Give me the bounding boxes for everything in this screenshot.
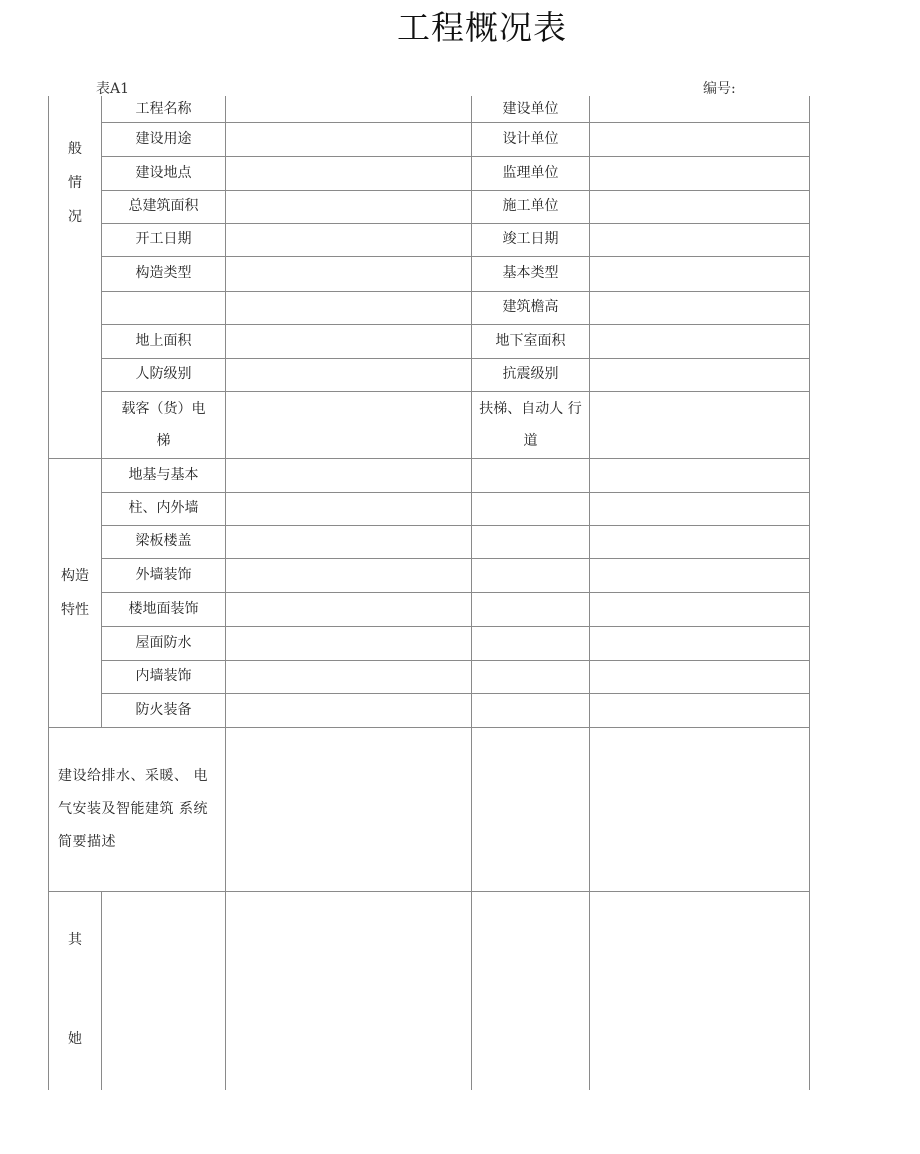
label-beams-slabs: 梁板楼盖 bbox=[102, 525, 226, 558]
label-interior-finish: 内墙装饰 bbox=[102, 660, 226, 693]
input-floor-finish-b[interactable] bbox=[472, 592, 590, 626]
input-eave-height[interactable] bbox=[590, 291, 810, 324]
label-floor-finish: 楼地面装饰 bbox=[102, 592, 226, 626]
label-eave-height: 建筑檐高 bbox=[472, 291, 590, 324]
input-structure-type[interactable] bbox=[226, 256, 472, 291]
label-columns-walls: 柱、内外墙 bbox=[102, 492, 226, 525]
input-basement-area[interactable] bbox=[590, 324, 810, 358]
table-row bbox=[49, 458, 810, 492]
table-row bbox=[49, 891, 810, 1090]
table-row bbox=[49, 693, 810, 727]
table-row bbox=[49, 358, 810, 391]
input-other-b[interactable] bbox=[226, 891, 472, 1090]
input-roof-waterproofing-a[interactable] bbox=[226, 626, 472, 660]
input-completion-date[interactable] bbox=[590, 223, 810, 256]
label-building-use: 建设用途 bbox=[102, 122, 226, 156]
label-civil-defense-level: 人防级别 bbox=[102, 358, 226, 391]
input-supervision-unit[interactable] bbox=[590, 156, 810, 190]
input-other-a[interactable] bbox=[102, 891, 226, 1090]
input-systems-description-c[interactable] bbox=[590, 727, 810, 891]
systems-description-label: 建设给排水、采暖、 电 气安装及智能建筑 系统 简要描述 bbox=[49, 727, 226, 891]
input-design-unit[interactable] bbox=[590, 122, 810, 156]
input-foundation-c[interactable] bbox=[590, 458, 810, 492]
input-interior-finish-c[interactable] bbox=[590, 660, 810, 693]
page-title: 工程概况表 bbox=[397, 8, 567, 47]
table-row bbox=[49, 626, 810, 660]
input-columns-walls-c[interactable] bbox=[590, 492, 810, 525]
other-label: 其 她 bbox=[49, 891, 102, 1090]
input-floor-finish-c[interactable] bbox=[590, 592, 810, 626]
project-overview-table bbox=[48, 96, 810, 1090]
table-row bbox=[49, 558, 810, 592]
input-interior-finish-a[interactable] bbox=[226, 660, 472, 693]
input-construction-unit[interactable] bbox=[590, 96, 810, 122]
label-foundation: 地基与基本 bbox=[102, 458, 226, 492]
label-contractor: 施工单位 bbox=[472, 190, 590, 223]
label-project-name: 工程名称 bbox=[102, 96, 226, 122]
input-roof-waterproofing-c[interactable] bbox=[590, 626, 810, 660]
input-roof-waterproofing-b[interactable] bbox=[472, 626, 590, 660]
input-blank[interactable] bbox=[226, 291, 472, 324]
label-seismic-level: 抗震级别 bbox=[472, 358, 590, 391]
label-structure-type: 构造类型 bbox=[102, 256, 226, 291]
input-contractor[interactable] bbox=[590, 190, 810, 223]
label-start-date: 开工日期 bbox=[102, 223, 226, 256]
input-systems-description-b[interactable] bbox=[472, 727, 590, 891]
label-foundation-type: 基本类型 bbox=[472, 256, 590, 291]
input-foundation-type[interactable] bbox=[590, 256, 810, 291]
table-row bbox=[49, 727, 810, 891]
input-beams-slabs-c[interactable] bbox=[590, 525, 810, 558]
input-other-c[interactable] bbox=[472, 891, 590, 1090]
input-beams-slabs-a[interactable] bbox=[226, 525, 472, 558]
general-group-label: 般 情 况 bbox=[49, 96, 102, 458]
table-row bbox=[49, 492, 810, 525]
input-fire-equipment-b[interactable] bbox=[472, 693, 590, 727]
label-escalator: 扶梯、自动人 行 道 bbox=[472, 391, 590, 458]
table-row bbox=[49, 223, 810, 256]
label-supervision-unit: 监理单位 bbox=[472, 156, 590, 190]
number-label: 编号: bbox=[703, 81, 736, 97]
input-building-use[interactable] bbox=[226, 122, 472, 156]
input-exterior-finish-c[interactable] bbox=[590, 558, 810, 592]
input-exterior-finish-a[interactable] bbox=[226, 558, 472, 592]
input-columns-walls-a[interactable] bbox=[226, 492, 472, 525]
label-fire-equipment: 防火装备 bbox=[102, 693, 226, 727]
table-row bbox=[49, 96, 810, 122]
label-completion-date: 竣工日期 bbox=[472, 223, 590, 256]
input-columns-walls-b[interactable] bbox=[472, 492, 590, 525]
input-start-date[interactable] bbox=[226, 223, 472, 256]
input-above-ground-area[interactable] bbox=[226, 324, 472, 358]
input-exterior-finish-b[interactable] bbox=[472, 558, 590, 592]
input-fire-equipment-a[interactable] bbox=[226, 693, 472, 727]
table-row bbox=[49, 122, 810, 156]
input-seismic-level[interactable] bbox=[590, 358, 810, 391]
table-row bbox=[49, 256, 810, 291]
label-construction-unit: 建设单位 bbox=[472, 96, 590, 122]
table-row bbox=[49, 324, 810, 358]
label-basement-area: 地下室面积 bbox=[472, 324, 590, 358]
input-systems-description-a[interactable] bbox=[226, 727, 472, 891]
input-escalator[interactable] bbox=[590, 391, 810, 458]
table-row bbox=[49, 660, 810, 693]
input-foundation-b[interactable] bbox=[472, 458, 590, 492]
input-total-area[interactable] bbox=[226, 190, 472, 223]
input-building-location[interactable] bbox=[226, 156, 472, 190]
table-row bbox=[49, 190, 810, 223]
label-exterior-finish: 外墙装饰 bbox=[102, 558, 226, 592]
label-above-ground-area: 地上面积 bbox=[102, 324, 226, 358]
label-building-location: 建设地点 bbox=[102, 156, 226, 190]
input-other-d[interactable] bbox=[590, 891, 810, 1090]
label-elevator: 载客（货）电 梯 bbox=[102, 391, 226, 458]
label-roof-waterproofing: 屋面防水 bbox=[102, 626, 226, 660]
table-row bbox=[49, 391, 810, 458]
table-row bbox=[49, 156, 810, 190]
table-row bbox=[49, 291, 810, 324]
structure-group-label: 构造 特性 bbox=[49, 458, 102, 727]
input-civil-defense-level[interactable] bbox=[226, 358, 472, 391]
label-design-unit: 设计单位 bbox=[472, 122, 590, 156]
input-floor-finish-a[interactable] bbox=[226, 592, 472, 626]
table-row bbox=[49, 525, 810, 558]
label-total-area: 总建筑面积 bbox=[102, 190, 226, 223]
input-fire-equipment-c[interactable] bbox=[590, 693, 810, 727]
label-blank bbox=[102, 291, 226, 324]
input-beams-slabs-b[interactable] bbox=[472, 525, 590, 558]
input-foundation-a[interactable] bbox=[226, 458, 472, 492]
input-project-name[interactable] bbox=[226, 96, 472, 122]
input-elevator[interactable] bbox=[226, 391, 472, 458]
input-interior-finish-b[interactable] bbox=[472, 660, 590, 693]
form-code: 表A1 bbox=[96, 81, 130, 97]
table-row bbox=[49, 592, 810, 626]
